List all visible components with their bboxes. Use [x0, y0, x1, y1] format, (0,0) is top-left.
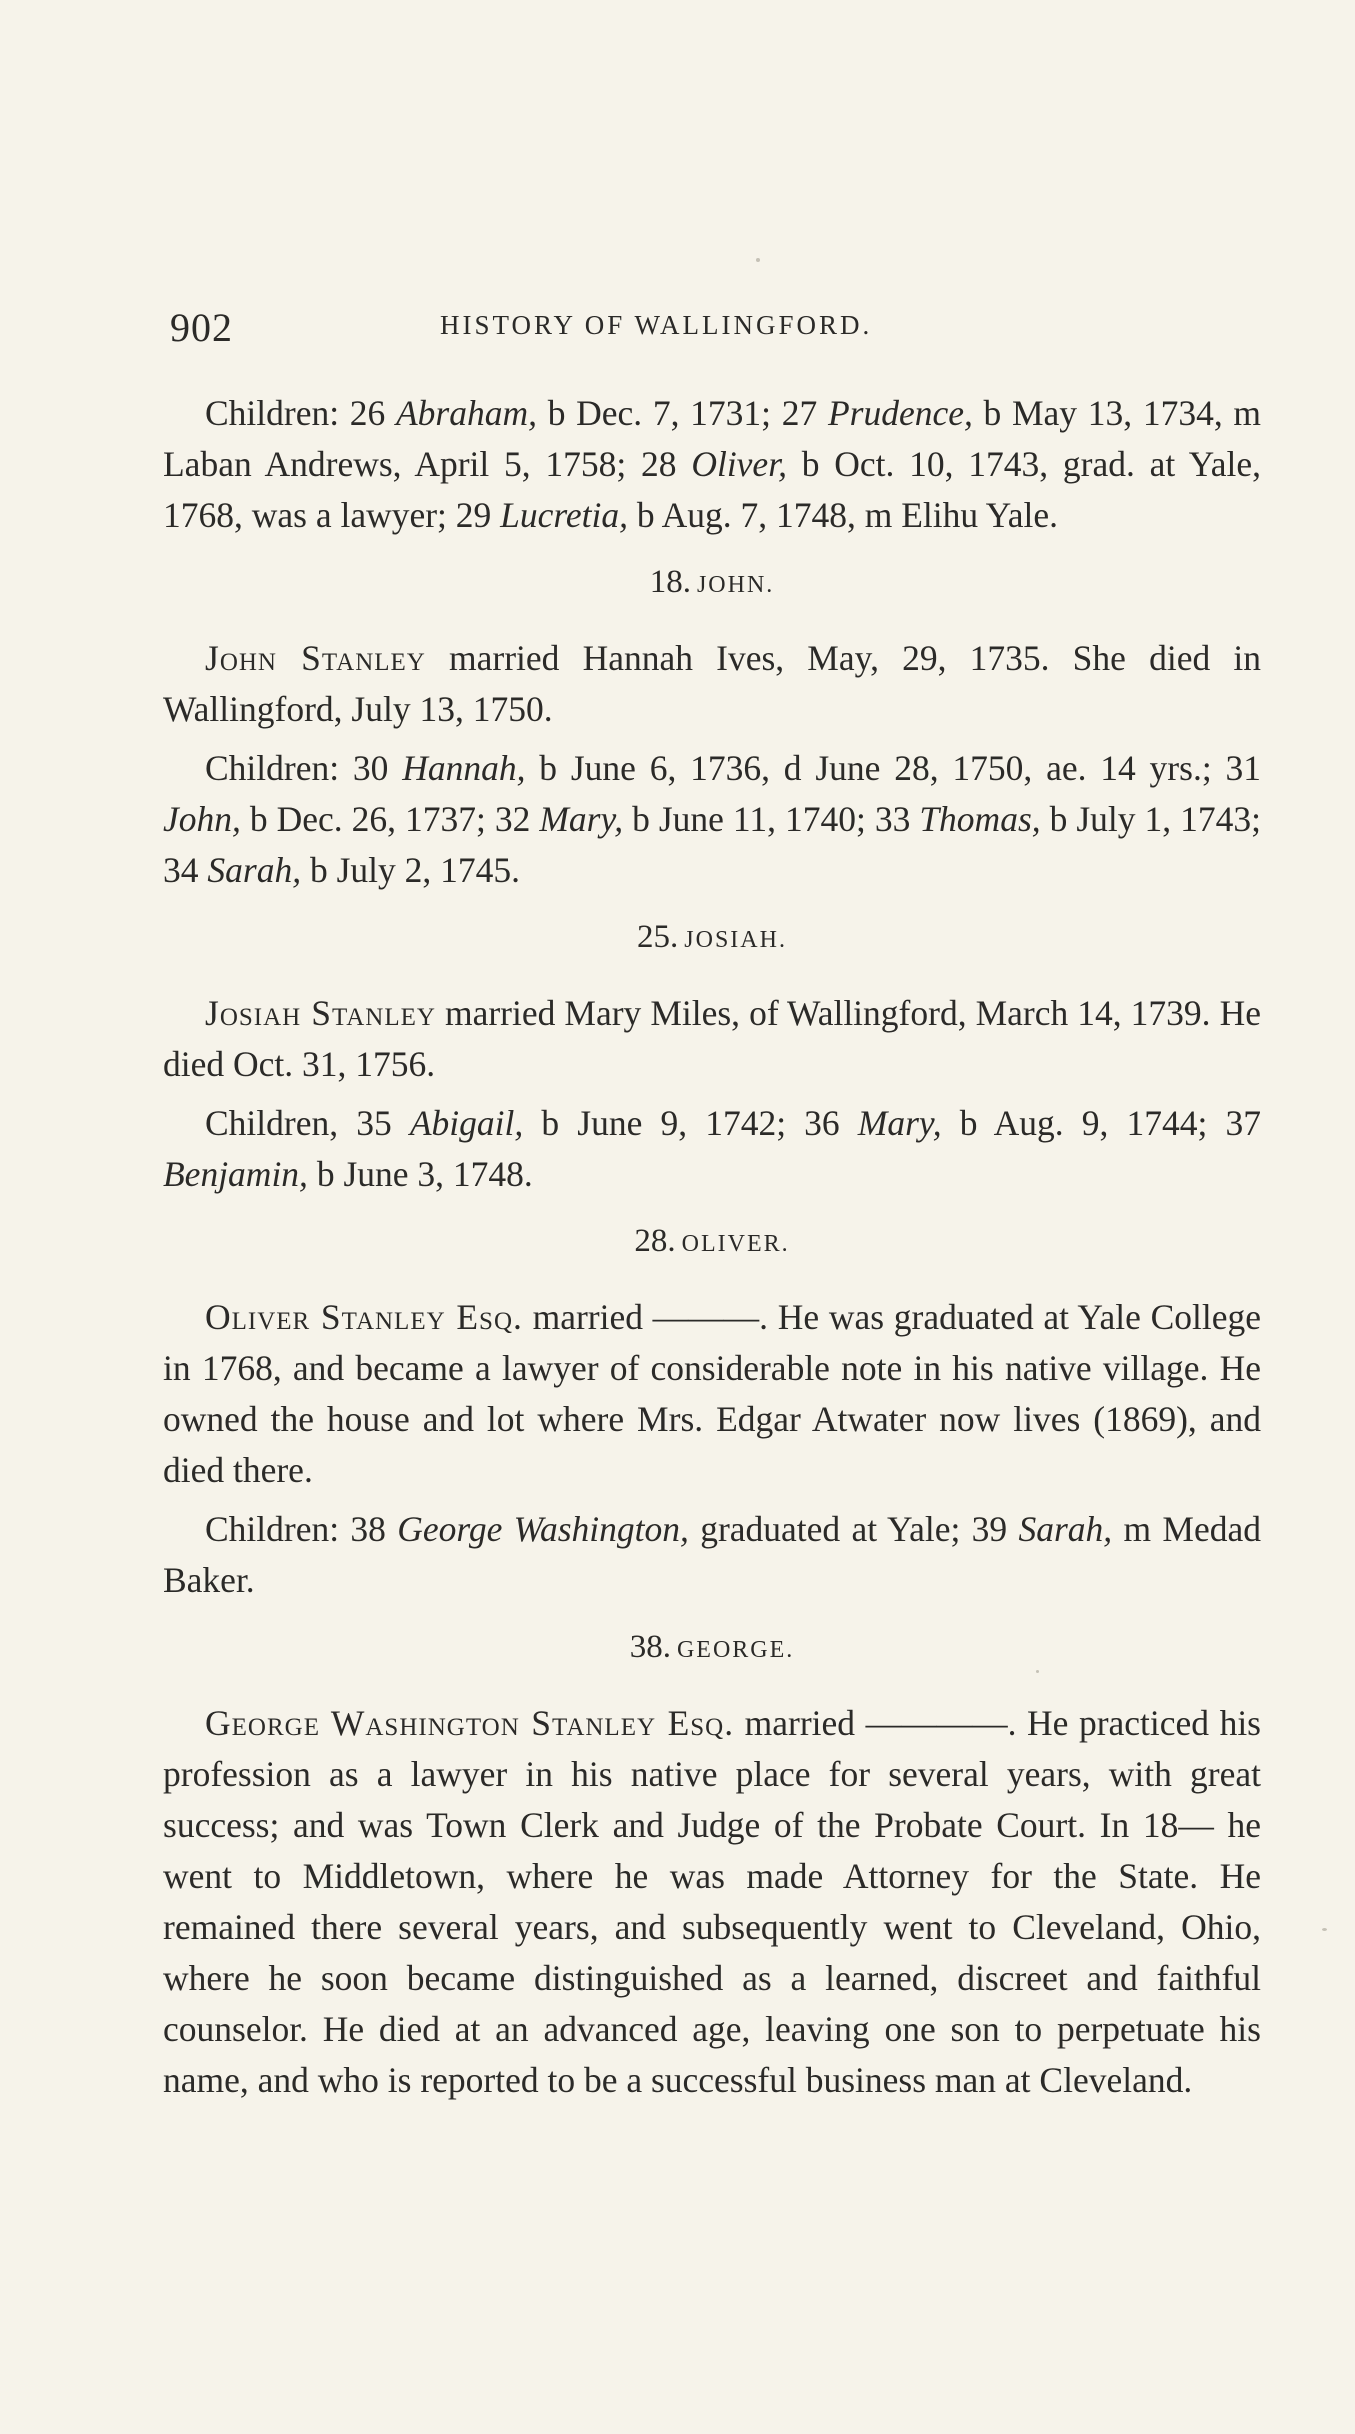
paragraph-josiah-children: Children, 35 Abigail, b June 9, 1742; 36 Mary, b Aug. 9, 1744; 37 Benjamin, b June 3, 1748. [163, 1103, 1262, 1194]
person-name: Josiah Stanley [205, 993, 436, 1033]
page-body [163, 388, 1261, 2106]
section-heading-oliver: 28. OLIVER. [634, 1223, 790, 1259]
person-name: John Stanley [205, 638, 426, 678]
page-number: 902 [170, 305, 233, 350]
paragraph-children-opening: Children: 26 Abraham, b Dec. 7, 1731; 27 Prudence, b May 13, 1734, m Laban Andrews, April 5, 1758; 28 Oliver, b Oct. 10, 1743, grad. at Yale, 1768, was a lawyer; 29 Lucretia, b Aug. 7, 1748, m Elihu Yale. [163, 393, 1261, 535]
paragraph-john-children: Children: 30 Hannah, b June 6, 1736, d June 28, 1750, ae. 14 yrs.; 31 John, b Dec. 26, 1737; 32 Mary, b June 11, 1740; 33 Thomas, b July 1, 1743; 34 Sarah, b July 2, 1745. [163, 748, 1262, 890]
page-header [170, 300, 1260, 350]
section-heading-george: 38. GEORGE. [629, 1629, 795, 1665]
person-name: George Washington Stanley Esq. [205, 1703, 735, 1743]
paragraph-oliver-biography: Oliver Stanley Esq. married ———. He was graduated at Yale College in 1768, and became a lawyer of considerable note in his native village. He owned the house and lot where Mrs. Edgar Atwater now lives (1869), and died there. [163, 1297, 1261, 1490]
running-title: HISTORY OF WALLINGFORD. [440, 310, 873, 340]
person-name: Oliver Stanley Esq. [205, 1297, 523, 1337]
paragraph-george-biography: George Washington Stanley Esq. married ————. He practiced his profession as a lawyer in his native place for several years, with great success; and was Town Clerk and Judge of the Probate Court. In 18— he went to Middletown, where he was made Attorney for the State. He remained there several years, and subsequently went to Cleveland, Ohio, where he soon became distinguished as a learned, discreet and faithful counselor. He died at an advanced age, leaving one son to perpetuate his name, and who is reported to be a successful business man at Cleveland. [163, 1703, 1262, 2100]
paragraph-josiah-marriage: Josiah Stanley married Mary Miles, of Wallingford, March 14, 1739. He died Oct. 31, 1756. [163, 993, 1261, 1084]
paragraph-oliver-children: Children: 38 George Washington, graduated at Yale; 39 Sarah, m Medad Baker. [163, 1509, 1261, 1600]
paper-speck [756, 258, 760, 262]
paragraph-john-marriage: John Stanley married Hannah Ives, May, 29, 1735. She died in Wallingford, July 13, 1750. [163, 638, 1261, 729]
section-heading-john: 18. JOHN. [649, 564, 775, 600]
paper-speck [1322, 1928, 1327, 1931]
section-heading-josiah: 25. JOSIAH. [637, 919, 787, 955]
